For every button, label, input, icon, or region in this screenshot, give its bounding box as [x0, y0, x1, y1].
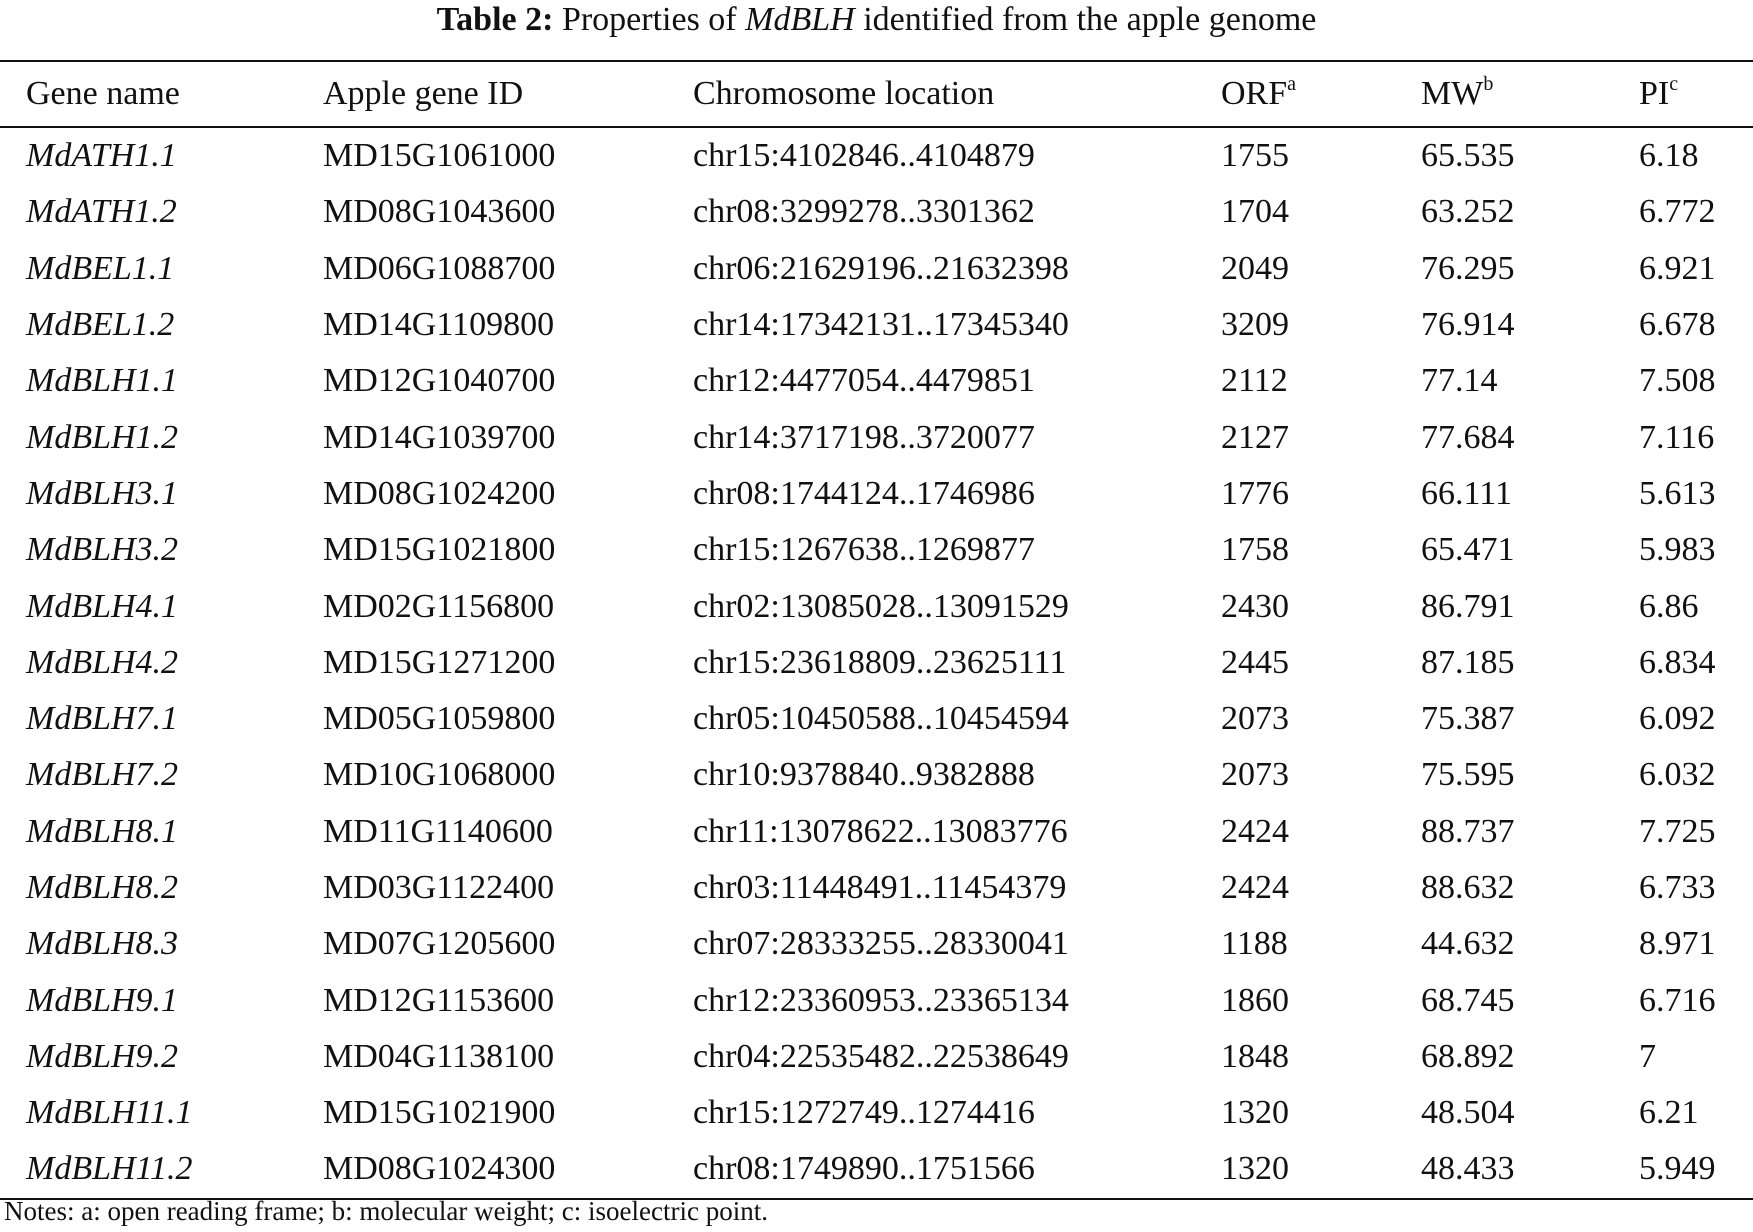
cell-orf: 2445	[1221, 643, 1289, 681]
table-row	[0, 466, 1753, 522]
cell-chromosome-location: chr14:3717198..3720077	[693, 418, 1035, 456]
cell-chromosome-location: chr11:13078622..13083776	[693, 812, 1068, 850]
cell-orf: 1758	[1221, 531, 1289, 569]
table-row	[0, 127, 1753, 184]
cell-pi: 5.983	[1639, 531, 1716, 569]
header-chromosome-location-text: Chromosome location	[693, 75, 995, 112]
cell-apple-gene-id: MD05G1059800	[323, 700, 556, 738]
table-caption	[0, 0, 1753, 40]
cell-gene-name: MdBLH4.2	[26, 643, 179, 681]
cell-mw: 48.504	[1421, 1094, 1515, 1132]
cell-chromosome-location: chr12:23360953..23365134	[693, 981, 1069, 1019]
header-mw-text: MW	[1421, 75, 1484, 112]
cell-pi: 7.116	[1639, 418, 1715, 456]
table-caption-gene: MdBLH	[745, 1, 855, 38]
cell-chromosome-location: chr15:1267638..1269877	[693, 531, 1035, 569]
cell-mw: 48.433	[1421, 1150, 1515, 1188]
table-notes: Notes: a: open reading frame; b: molecular weight; c: isoelectric point.	[4, 1196, 768, 1226]
cell-chromosome-location: chr07:28333255..28330041	[693, 925, 1069, 963]
cell-gene-name: MdBLH1.1	[26, 362, 179, 400]
cell-gene-name: MdBLH3.2	[26, 531, 179, 569]
cell-chromosome-location: chr08:1749890..1751566	[693, 1150, 1035, 1188]
cell-orf: 2073	[1221, 756, 1289, 794]
cell-chromosome-location: chr02:13085028..13091529	[693, 587, 1069, 625]
header-pi-text: PI	[1639, 75, 1670, 112]
table-row	[0, 747, 1753, 803]
cell-gene-name: MdBLH3.1	[26, 474, 179, 512]
cell-apple-gene-id: MD07G1205600	[323, 925, 556, 963]
table-row	[0, 578, 1753, 634]
table-row	[0, 916, 1753, 972]
cell-orf: 1704	[1221, 193, 1289, 231]
cell-orf: 2424	[1221, 869, 1289, 906]
cell-gene-name: MdBLH7.2	[26, 756, 179, 794]
table-row	[0, 691, 1753, 747]
cell-chromosome-location: chr08:3299278..3301362	[693, 193, 1035, 231]
cell-orf: 1848	[1221, 1037, 1289, 1075]
table-row	[0, 804, 1753, 860]
cell-mw: 88.737	[1421, 812, 1515, 850]
cell-mw: 77.14	[1421, 362, 1498, 400]
cell-chromosome-location: chr14:17342131..17345340	[693, 306, 1069, 344]
table-row	[0, 972, 1753, 1028]
header-mw	[1421, 61, 1639, 127]
cell-apple-gene-id: MD15G1271200	[323, 643, 556, 681]
cell-chromosome-location: chr06:21629196..21632398	[693, 249, 1069, 287]
cell-orf: 1320	[1221, 1094, 1289, 1132]
header-apple-gene-id	[323, 61, 693, 127]
cell-gene-name: MdBLH8.2	[26, 869, 179, 906]
table-row	[0, 409, 1753, 465]
cell-apple-gene-id: MD12G1040700	[323, 362, 556, 400]
cell-apple-gene-id: MD11G1140600	[323, 812, 553, 850]
properties-table	[0, 60, 1753, 1200]
cell-pi: 8.971	[1639, 925, 1716, 963]
table-row	[0, 241, 1753, 297]
cell-apple-gene-id: MD02G1156800	[323, 587, 555, 625]
cell-orf: 2127	[1221, 418, 1289, 456]
cell-gene-name: MdBLH11.1	[26, 1094, 193, 1132]
cell-orf: 1755	[1221, 137, 1289, 175]
table-row	[0, 860, 1753, 916]
cell-gene-name: MdBEL1.1	[26, 249, 175, 287]
cell-chromosome-location: chr12:4477054..4479851	[693, 362, 1035, 400]
cell-mw: 88.632	[1421, 869, 1515, 906]
cell-chromosome-location: chr15:4102846..4104879	[693, 137, 1035, 175]
cell-gene-name: MdBLH8.3	[26, 925, 179, 963]
cell-chromosome-location: chr04:22535482..22538649	[693, 1037, 1069, 1075]
cell-pi: 6.678	[1639, 306, 1716, 344]
cell-pi: 6.921	[1639, 249, 1716, 287]
cell-gene-name: MdBEL1.2	[26, 306, 175, 344]
cell-apple-gene-id: MD08G1043600	[323, 193, 556, 231]
header-pi-sup: c	[1669, 73, 1679, 95]
table-body	[0, 127, 1753, 1199]
cell-mw: 75.595	[1421, 756, 1515, 794]
cell-gene-name: MdBLH9.2	[26, 1037, 179, 1075]
table-row	[0, 1141, 1753, 1198]
cell-apple-gene-id: MD04G1138100	[323, 1037, 555, 1075]
cell-pi: 7	[1639, 1037, 1656, 1075]
header-orf-text: ORF	[1221, 75, 1288, 112]
cell-mw: 44.632	[1421, 925, 1515, 963]
table-caption-text-after: identified from the apple genome	[863, 1, 1317, 38]
table-row	[0, 1029, 1753, 1085]
cell-gene-name: MdATH1.1	[26, 137, 177, 175]
cell-chromosome-location: chr05:10450588..10454594	[693, 700, 1069, 738]
cell-apple-gene-id: MD15G1021900	[323, 1094, 556, 1132]
cell-chromosome-location: chr08:1744124..1746986	[693, 474, 1035, 512]
cell-mw: 68.745	[1421, 981, 1515, 1019]
cell-orf: 2424	[1221, 812, 1289, 850]
cell-pi: 6.86	[1639, 587, 1699, 625]
cell-pi: 7.508	[1639, 362, 1716, 400]
cell-orf: 1860	[1221, 981, 1289, 1019]
header-apple-gene-id-text: Apple gene ID	[323, 75, 524, 112]
cell-apple-gene-id: MD15G1061000	[323, 137, 556, 175]
cell-pi: 6.032	[1639, 756, 1716, 794]
cell-apple-gene-id: MD15G1021800	[323, 531, 556, 569]
cell-gene-name: MdBLH11.2	[26, 1150, 193, 1188]
cell-pi: 6.092	[1639, 700, 1716, 738]
cell-gene-name: MdATH1.2	[26, 193, 177, 231]
cell-mw: 65.471	[1421, 531, 1515, 569]
cell-orf: 1320	[1221, 1150, 1289, 1188]
cell-mw: 76.295	[1421, 249, 1515, 287]
table-caption-label: Table 2:	[436, 1, 554, 38]
cell-mw: 86.791	[1421, 587, 1515, 625]
table-row	[0, 635, 1753, 691]
table-row	[0, 184, 1753, 240]
table-row	[0, 1085, 1753, 1141]
cell-orf: 2049	[1221, 249, 1289, 287]
cell-pi: 6.834	[1639, 643, 1716, 681]
cell-pi: 5.613	[1639, 474, 1716, 512]
cell-pi: 6.772	[1639, 193, 1716, 231]
cell-orf: 2112	[1221, 362, 1288, 400]
header-orf-sup: a	[1287, 73, 1297, 95]
cell-pi: 6.733	[1639, 869, 1716, 906]
cell-mw: 75.387	[1421, 700, 1515, 738]
cell-apple-gene-id: MD14G1039700	[323, 418, 556, 456]
cell-mw: 63.252	[1421, 193, 1515, 231]
cell-apple-gene-id: MD06G1088700	[323, 249, 556, 287]
cell-chromosome-location: chr15:1272749..1274416	[693, 1094, 1035, 1132]
cell-apple-gene-id: MD03G1122400	[323, 869, 555, 906]
cell-mw: 76.914	[1421, 306, 1515, 344]
cell-pi: 6.21	[1639, 1094, 1699, 1132]
cell-apple-gene-id: MD08G1024200	[323, 474, 556, 512]
cell-orf: 2073	[1221, 700, 1289, 738]
cell-apple-gene-id: MD12G1153600	[323, 981, 555, 1019]
cell-mw: 87.185	[1421, 643, 1515, 681]
cell-orf: 1776	[1221, 474, 1289, 512]
cell-chromosome-location: chr15:23618809..23625111	[693, 643, 1067, 681]
cell-mw: 68.892	[1421, 1037, 1515, 1075]
header-gene-name-text: Gene name	[26, 75, 180, 112]
cell-pi: 6.18	[1639, 137, 1699, 175]
header-pi	[1639, 61, 1753, 127]
cell-mw: 65.535	[1421, 137, 1515, 175]
cell-gene-name: MdBLH7.1	[26, 700, 179, 738]
header-orf	[1221, 61, 1421, 127]
table-header-row	[0, 61, 1753, 127]
table-row	[0, 297, 1753, 353]
cell-apple-gene-id: MD08G1024300	[323, 1150, 556, 1188]
cell-mw: 66.111	[1421, 474, 1512, 512]
cell-orf: 3209	[1221, 306, 1289, 344]
cell-gene-name: MdBLH9.1	[26, 981, 179, 1019]
header-chromosome-location	[693, 61, 1221, 127]
cell-pi: 5.949	[1639, 1150, 1716, 1188]
cell-mw: 77.684	[1421, 418, 1515, 456]
table-row	[0, 353, 1753, 409]
table-row	[0, 522, 1753, 578]
cell-pi: 7.725	[1639, 812, 1716, 850]
table-caption-text-before: Properties of	[561, 1, 737, 38]
cell-orf: 2430	[1221, 587, 1289, 625]
table-header	[0, 61, 1753, 127]
header-mw-sup: b	[1483, 73, 1494, 95]
cell-orf: 1188	[1221, 925, 1288, 963]
cell-apple-gene-id: MD10G1068000	[323, 756, 556, 794]
cell-pi: 6.716	[1639, 981, 1716, 1019]
cell-gene-name: MdBLH4.1	[26, 587, 179, 625]
cell-apple-gene-id: MD14G1109800	[323, 306, 555, 344]
cell-chromosome-location: chr10:9378840..9382888	[693, 756, 1035, 794]
cell-chromosome-location: chr03:11448491..11454379	[693, 869, 1067, 906]
header-gene-name	[0, 61, 323, 127]
cell-gene-name: MdBLH1.2	[26, 418, 179, 456]
cell-gene-name: MdBLH8.1	[26, 812, 179, 850]
